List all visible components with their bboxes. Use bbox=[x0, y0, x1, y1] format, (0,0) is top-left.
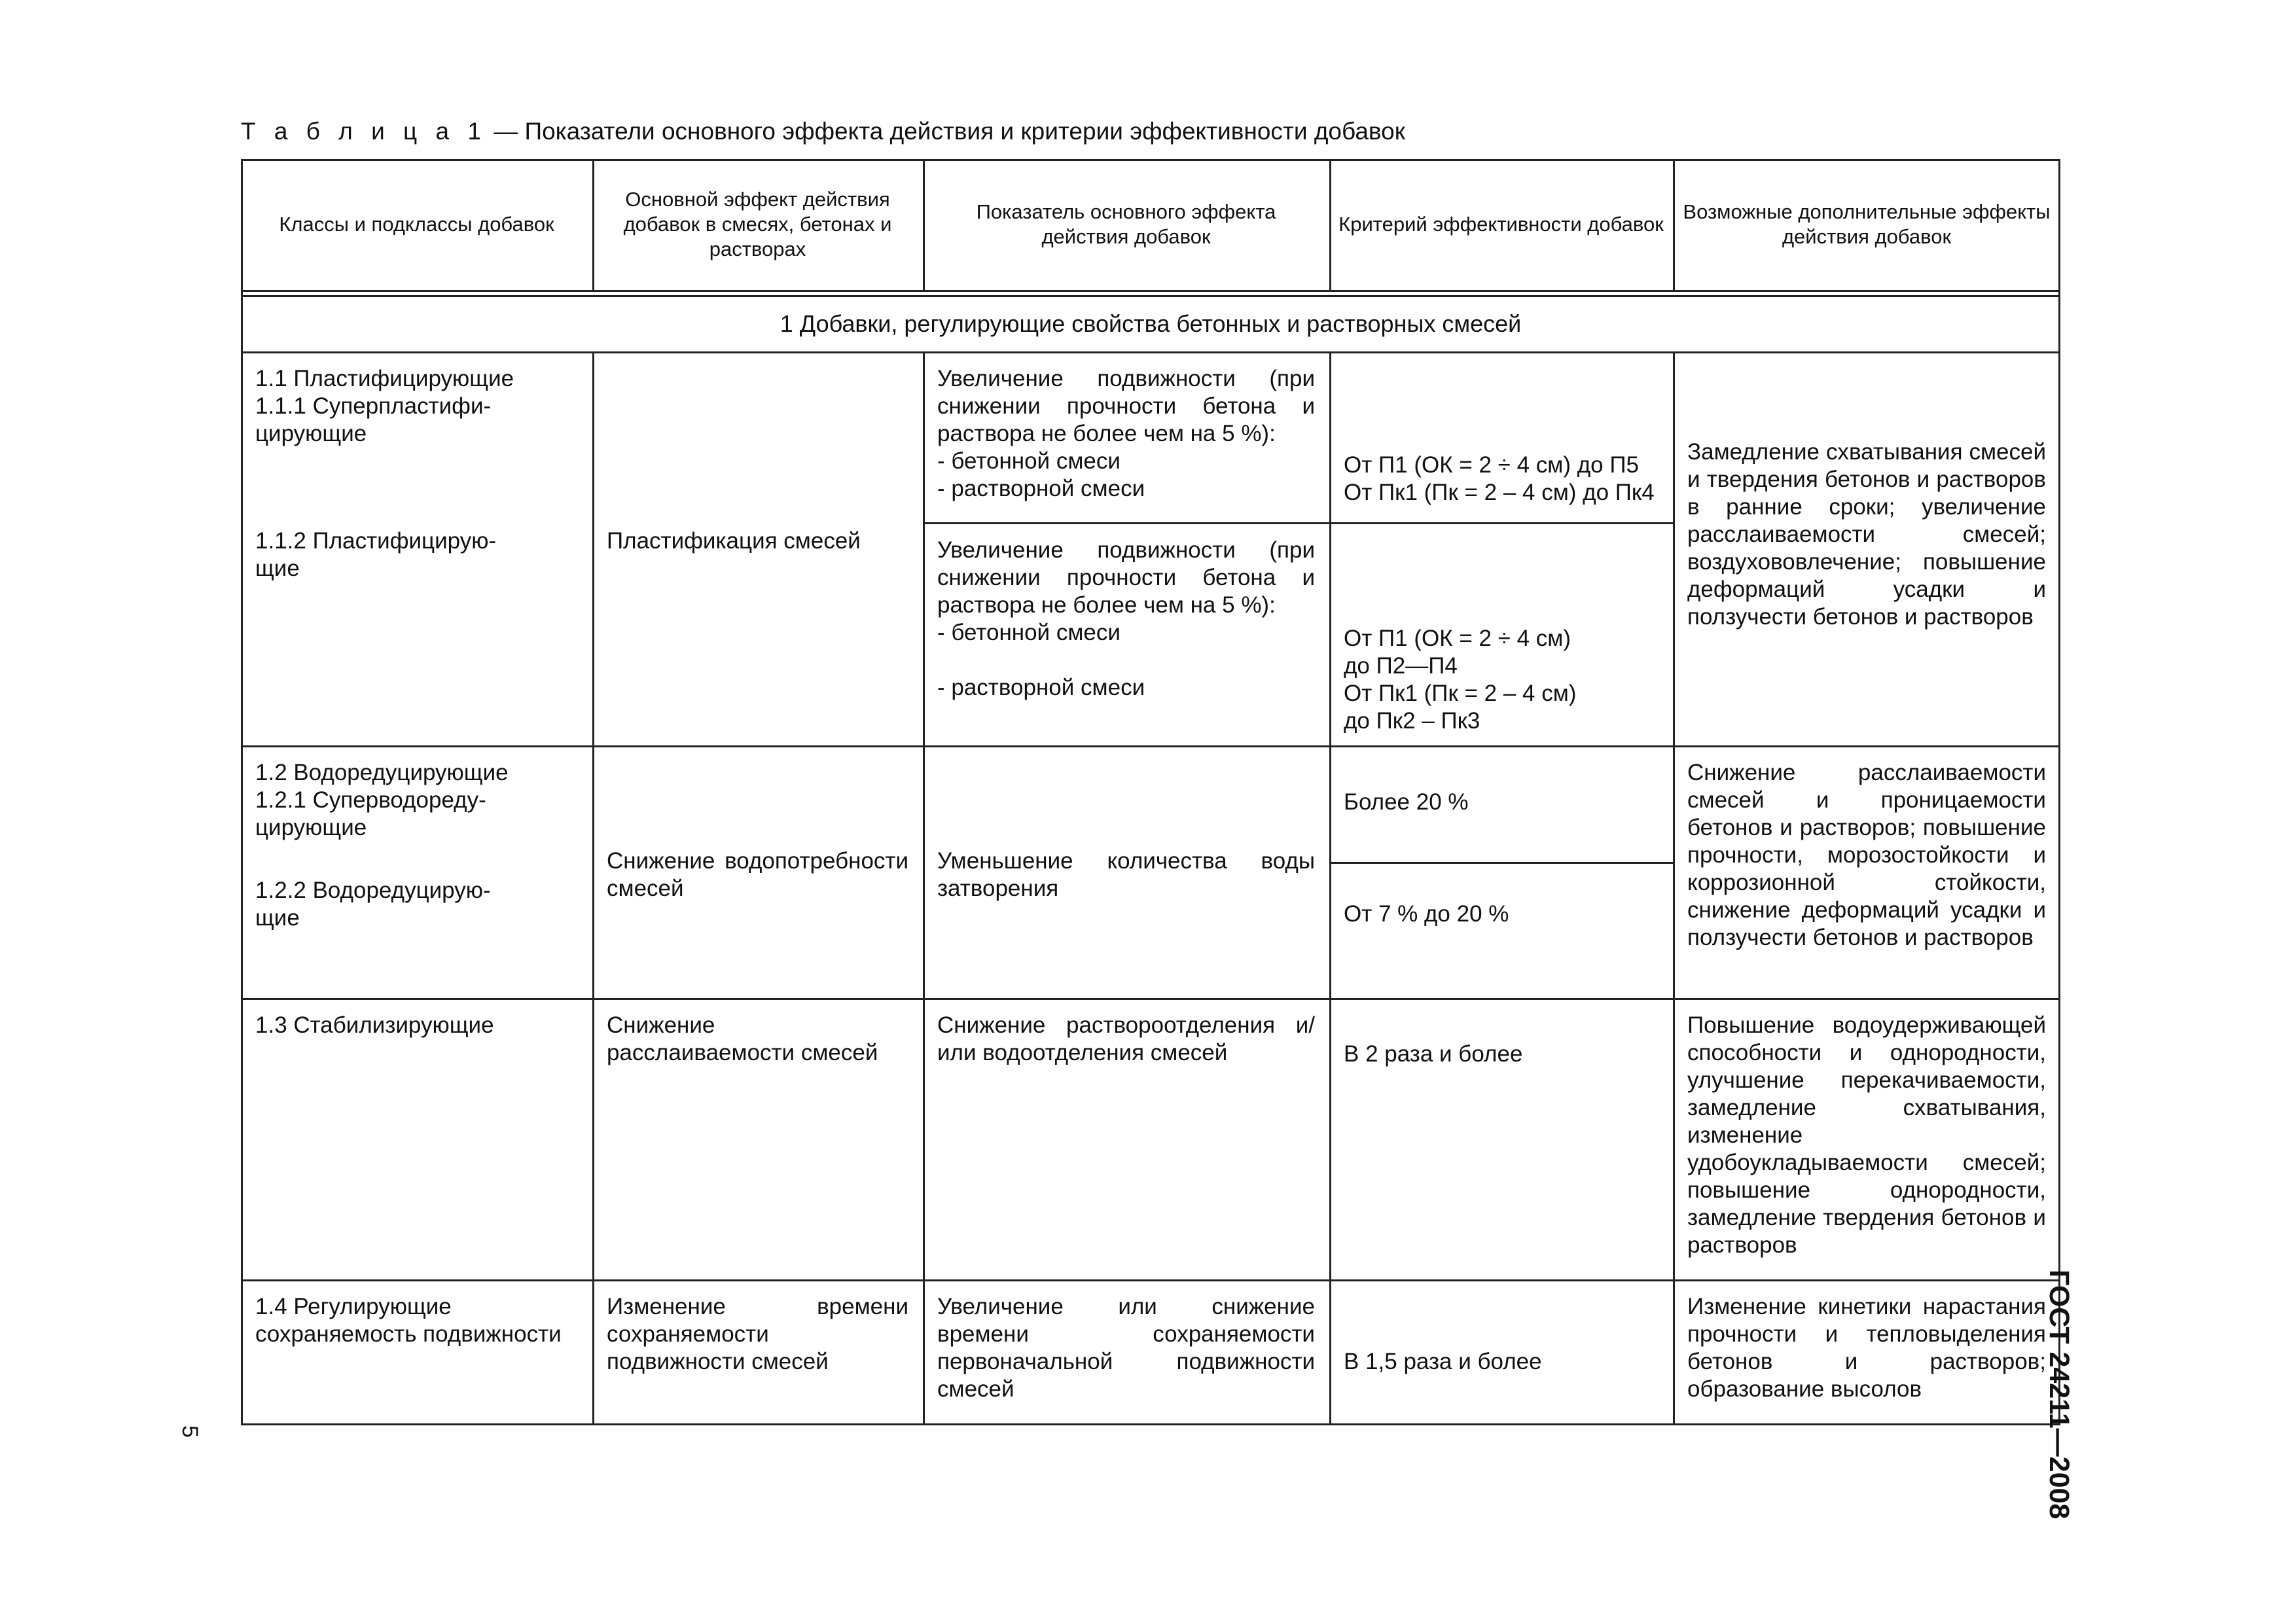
criterion-1-1-1-mortar: От Пк1 (Пк = 2 – 4 см) до Пк4 bbox=[1344, 480, 1655, 505]
row-rule-1-2-sub bbox=[1329, 862, 1673, 864]
table-caption-prefix: Т а б л и ц а 1 bbox=[241, 118, 487, 145]
col-rule-1-head bbox=[592, 159, 594, 292]
table-border-right bbox=[2058, 159, 2060, 1425]
section-rule bbox=[241, 351, 2060, 353]
class-1-1: 1.1 Пластифицирующие 1.1.1 Суперпластифи- цирующие bbox=[255, 366, 514, 446]
col-rule-3-head bbox=[1329, 159, 1331, 292]
col-rule-3 bbox=[1329, 351, 1331, 1425]
header-additional-effects: Возможные дополнительные эффекты действия добавок bbox=[1683, 200, 2051, 248]
header-rule-1 bbox=[241, 290, 2060, 292]
col-rule-2-head bbox=[923, 159, 925, 292]
row-rule-1-4 bbox=[241, 1279, 2060, 1281]
class-1-2: 1.2 Водоредуцирующие 1.2.1 Суперводореду- цирующие bbox=[255, 760, 509, 840]
class-1-2-2: 1.2.2 Водоредуцирую- щие bbox=[255, 878, 491, 931]
indicator-1-2: Уменьшение количества воды затворения bbox=[937, 848, 1315, 901]
row-rule-1-3 bbox=[241, 998, 2060, 1000]
table-border-left bbox=[241, 159, 243, 1425]
criterion-1-3: В 2 раза и более bbox=[1344, 1041, 1523, 1067]
class-1-3: 1.3 Стабилизирующие bbox=[255, 1012, 494, 1038]
col-rule-2 bbox=[923, 351, 925, 1425]
header-rule-2 bbox=[241, 295, 2060, 297]
indicator-1-3: Снижение растворoотделения и/или водоотделения смесей bbox=[937, 1012, 1315, 1065]
indicator-1-1-2: Увеличение подвижности (при снижении прочности бетона и раствора не более чем на 5 %): - бетонной смеси - растворной смеси bbox=[937, 537, 1315, 700]
class-1-4: 1.4 Регулирующие сохраняемость подвижности bbox=[255, 1294, 562, 1347]
additional-effects-1-2: Снижение расслаиваемости смесей и проницаемости бетонов и растворов; повышение прочности, морозостойкости и коррозионной стойкости, снижение деформаций усадки и ползучести бетонов и растворов bbox=[1687, 760, 2046, 950]
effects-table bbox=[241, 159, 2060, 1427]
class-1-1-2: 1.1.2 Пластифицирую- щие bbox=[255, 528, 497, 581]
additional-effects-1-1: Замедление схватывания смесей и твердения бетонов и растворов в ранние сроки; увеличение расслаиваемости смесей; воздухововлечение; повышение деформаций усадки и ползучести бетонов и растворов bbox=[1687, 439, 2046, 630]
criterion-1-2-2: От 7 % до 20 % bbox=[1344, 901, 1509, 927]
table-caption-text: — Показатели основного эффекта действия и критерии эффективности добавок bbox=[486, 118, 1405, 145]
col-rule-4-head bbox=[1673, 159, 1675, 292]
indicator-1-4: Увеличение или снижение времени сохраняемости первоначальной подвижности смесей bbox=[937, 1294, 1315, 1402]
effect-workability-retention: Изменение времени сохраняемости подвижности смесей bbox=[607, 1294, 908, 1374]
col-rule-4 bbox=[1673, 351, 1675, 1425]
section-1-title: 1 Добавки, регулирующие свойства бетонных и растворных смесей bbox=[780, 310, 1522, 337]
row-rule-1-2 bbox=[241, 745, 2060, 747]
col-rule-1 bbox=[592, 351, 594, 1425]
header-indicator: Показатель основного эффекта действия добавок bbox=[976, 200, 1276, 248]
page-number: 5 bbox=[177, 1425, 202, 1438]
criterion-1-2-1: Более 20 % bbox=[1344, 789, 1469, 815]
additional-effects-1-3: Повышение водоудерживающей способности и однородности, улучшение перекачиваемости, замедление схватывания, изменение удобоукладываемости смесей; повышение однородности, замедление твердения бетонов и растворов bbox=[1687, 1012, 2046, 1258]
criterion-1-1-2 bbox=[1329, 625, 1673, 736]
criterion-1-1-2-mortar-a: От Пк1 (Пк = 2 – 4 см) bbox=[1344, 681, 1577, 706]
criterion-1-4: В 1,5 раза и более bbox=[1344, 1349, 1542, 1374]
header-criterion: Критерий эффективности добавок bbox=[1338, 213, 1664, 236]
effect-stabilization: Снижение расслаиваемости смесей bbox=[607, 1012, 878, 1065]
additional-effects-1-4: Изменение кинетики нарастания прочности и тепловыделения бетонов и растворов; образование высолов bbox=[1687, 1294, 2046, 1402]
criterion-1-1-1 bbox=[1329, 452, 1673, 510]
indicator-1-1-1: Увеличение подвижности (при снижении прочности бетона и раствора не более чем на 5 %): - бетонной смеси - растворной смеси bbox=[937, 366, 1315, 501]
table-border-top bbox=[241, 159, 2060, 161]
criterion-1-1-2-mortar-b: до Пк2 – Пк3 bbox=[1344, 708, 1480, 734]
table-caption bbox=[241, 118, 1405, 145]
row-rule-1-1 bbox=[923, 522, 1673, 524]
effect-plasticization: Пластификация смесей bbox=[607, 528, 861, 554]
criterion-1-1-1-concrete: От П1 (ОК = 2 ÷ 4 см) до П5 bbox=[1344, 452, 1639, 478]
effect-water-reduction: Снижение водопотребности смесей bbox=[607, 848, 908, 901]
criterion-1-1-2-concrete-a: От П1 (ОК = 2 ÷ 4 см) bbox=[1344, 626, 1571, 651]
table-border-bottom bbox=[241, 1423, 2060, 1425]
header-classes: Классы и подклассы добавок bbox=[279, 213, 554, 236]
header-main-effect: Основной эффект действия добавок в смесях, бетонах и растворах bbox=[623, 188, 892, 260]
criterion-1-1-2-concrete-b: до П2—П4 bbox=[1344, 653, 1458, 679]
document-code: ГОСТ 24211—2008 bbox=[2043, 1270, 2075, 1520]
